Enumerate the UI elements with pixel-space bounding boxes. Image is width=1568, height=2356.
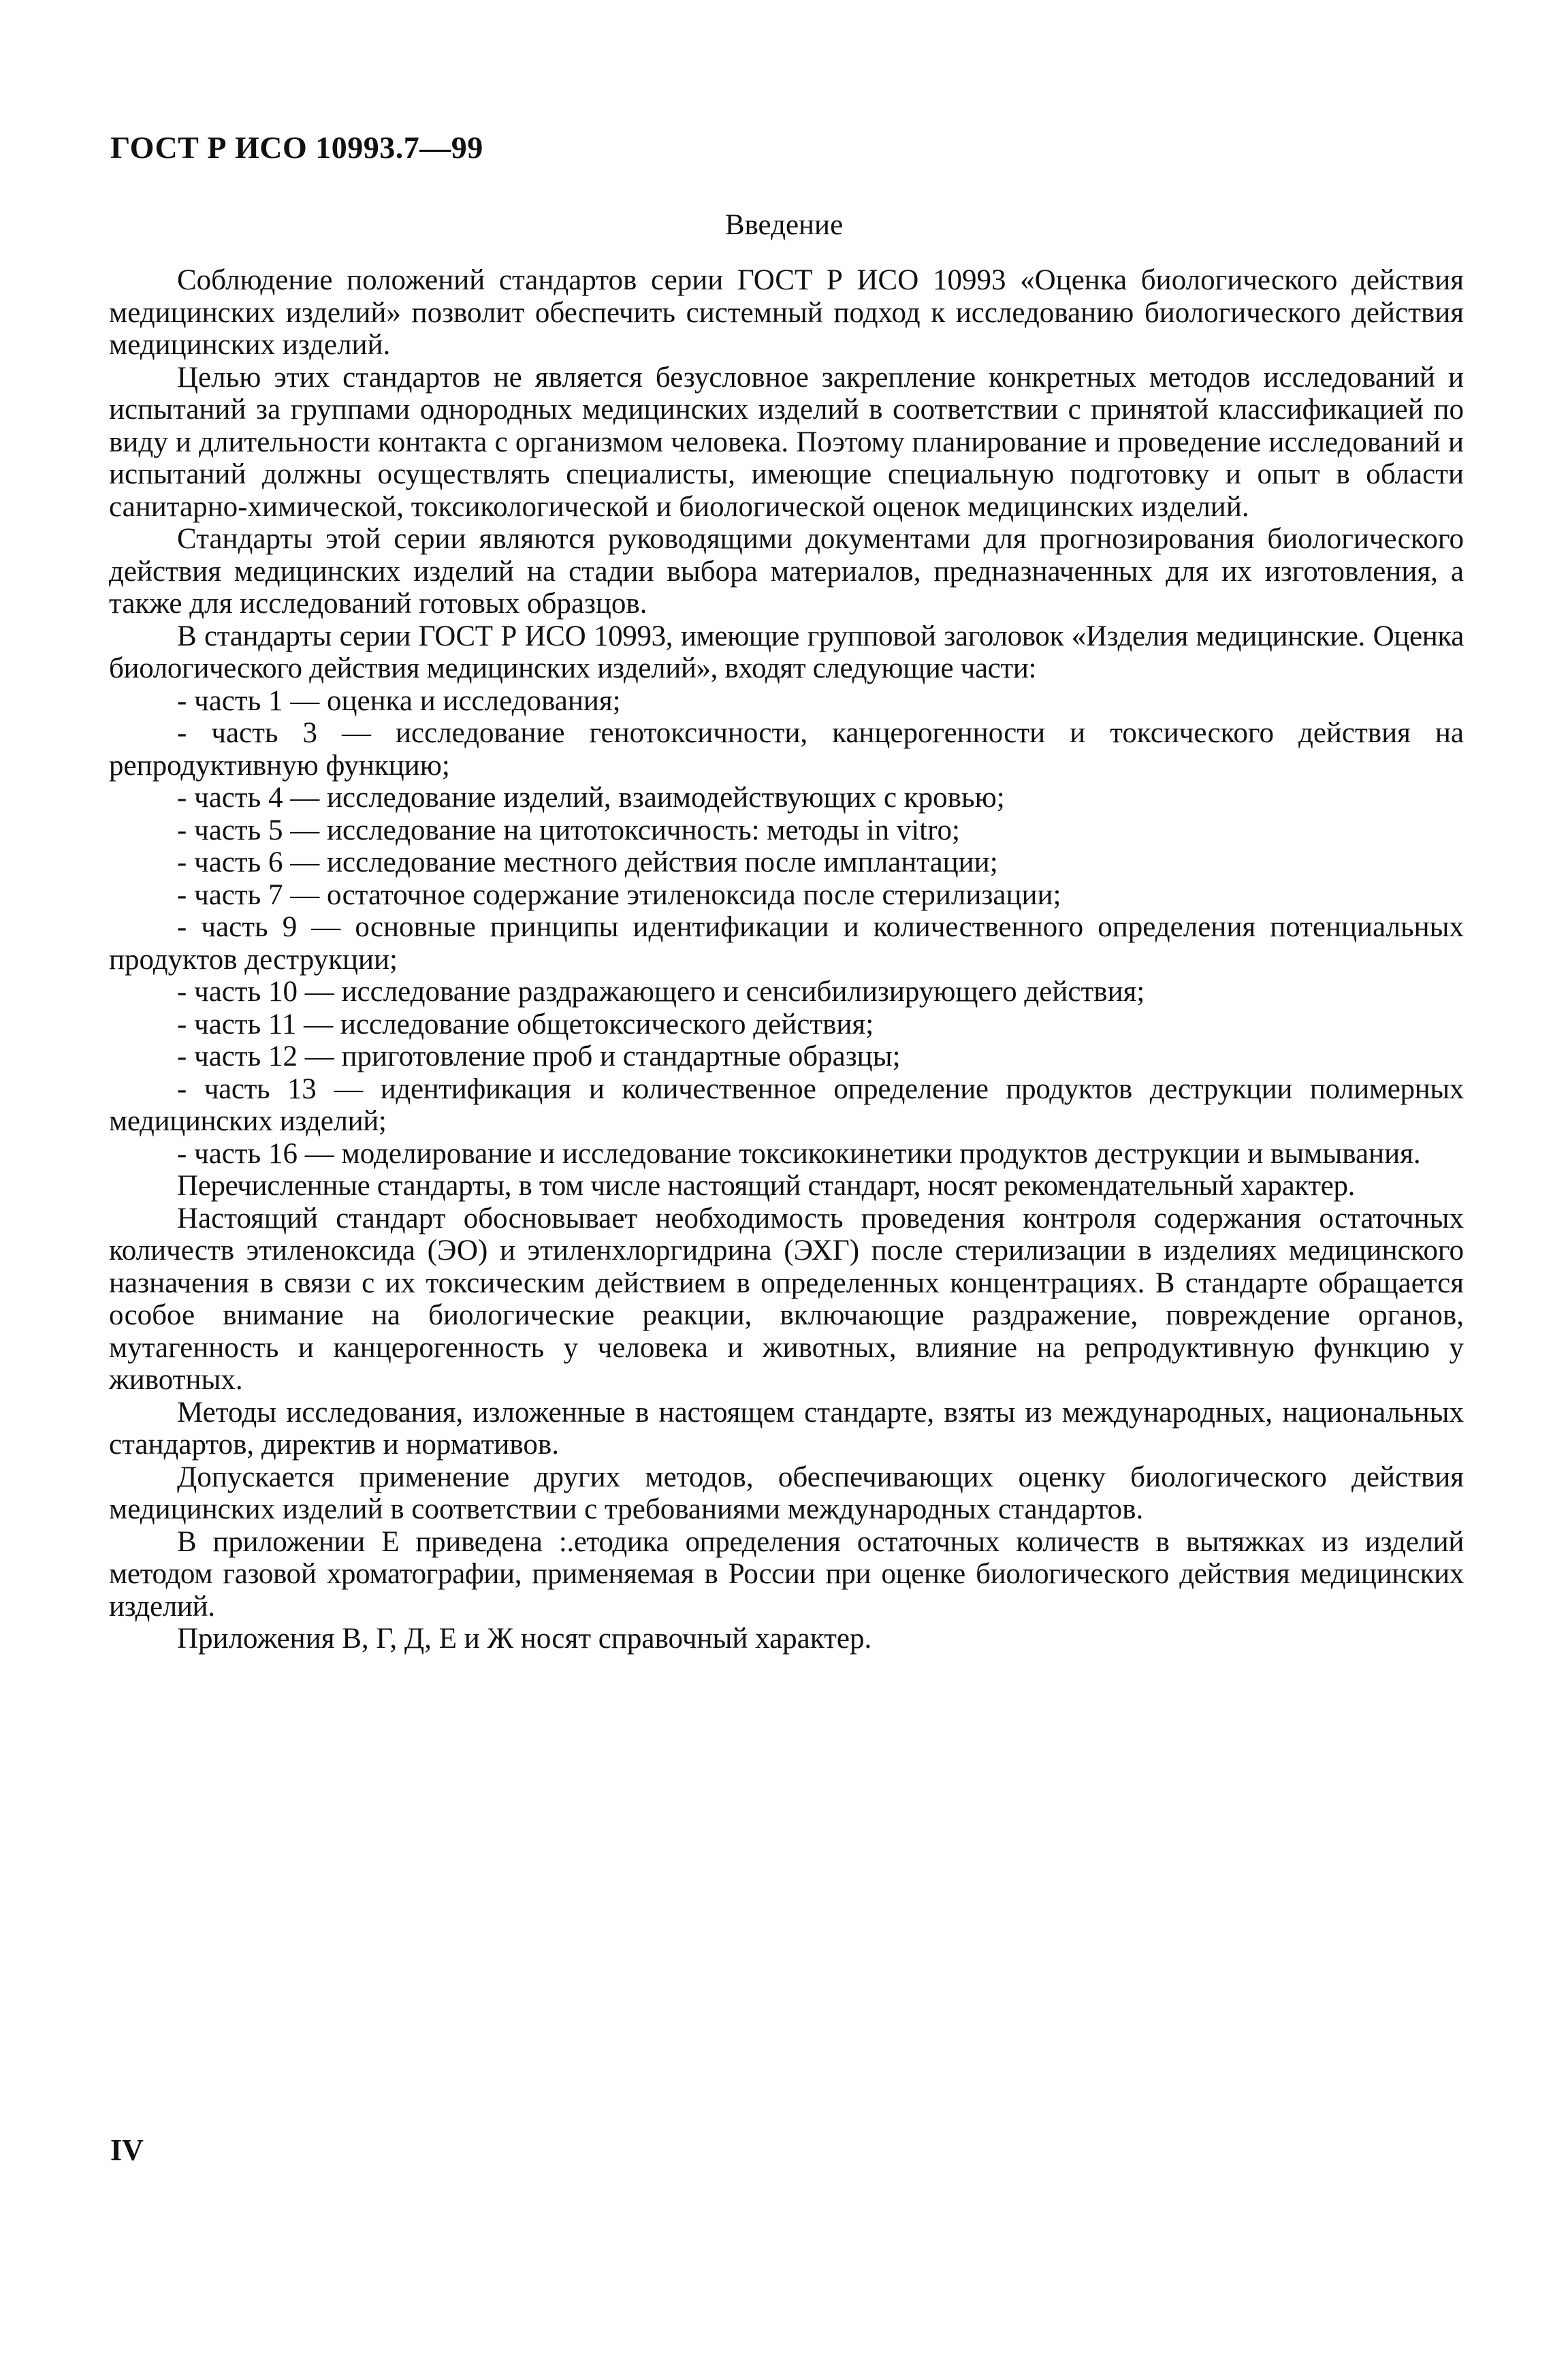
introduction-body bbox=[109, 264, 1464, 1655]
list-item: - часть 10 — исследование раздражающего и сенсибилизирующего действия; bbox=[177, 976, 1145, 1008]
list-item: - часть 11 — исследование общетоксического действия; bbox=[177, 1008, 874, 1040]
paragraph: В приложении Е приведена :.етодика определения остаточных количеств в вытяжках из изделий методом газовой хроматографии, применяемая в России при оценке биологического действия медицинских изделий. bbox=[109, 1525, 1464, 1623]
page-number: IV bbox=[110, 2133, 144, 2167]
paragraph: В стандарты серии ГОСТ Р ИСО 10993, имеющие групповой заголовок «Изделия медицинские. Оценка биологического действия медицинских изделий», входят следующие части: bbox=[109, 620, 1464, 684]
document-code-header: ГОСТ Р ИСО 10993.7—99 bbox=[110, 130, 483, 165]
paragraph: Стандарты этой серии являются руководящими документами для прогнозирования биологического действия медицинских изделий на стадии выбора материалов, предназначенных для их изготовления, а также для исследований готовых образцов. bbox=[109, 523, 1464, 620]
paragraph: Перечисленные стандарты, в том числе настоящий стандарт, носят рекомендательный характер. bbox=[177, 1170, 1356, 1202]
paragraph: Настоящий стандарт обосновывает необходимость проведения контроля содержания остаточных количеств этиленоксида (ЭО) и этиленхлоргидрина (ЭХГ) после стерилизации в изделиях медицинского назначения в связи с их токсическим действием в определенных концентрациях. В стандарте обращается особое внимание на биологические реакции, включающие раздражение, повреждение органов, мутагенность и канцерогенность у человека и животных, влияние на репродуктивную функцию у животных. bbox=[109, 1202, 1464, 1396]
list-item: - часть 5 — исследование на цитотоксичность: методы in vitro; bbox=[177, 814, 960, 846]
list-item: - часть 3 — исследование генотоксичности, канцерогенности и токсического действия на репродуктивную функцию; bbox=[109, 717, 1464, 782]
paragraph: Приложения В, Г, Д, Е и Ж носят справочный характер. bbox=[177, 1623, 872, 1655]
list-item: - часть 6 — исследование местного действия после имплантации; bbox=[177, 846, 998, 878]
paragraph: Допускается применение других методов, обеспечивающих оценку биологического действия медицинских изделий в соответствии с требованиями международных стандартов. bbox=[109, 1461, 1464, 1525]
list-item: - часть 9 — основные принципы идентификации и количественного определения потенциальных продуктов деструкции; bbox=[109, 911, 1464, 976]
list-item: - часть 1 — оценка и исследования; bbox=[177, 684, 621, 717]
paragraph: Методы исследования, изложенные в настоящем стандарте, взяты из международных, национальных стандартов, директив и нормативов. bbox=[109, 1396, 1464, 1461]
list-item: - часть 13 — идентификация и количественное определение продуктов деструкции полимерных медицинских изделий; bbox=[109, 1072, 1464, 1137]
section-title: Введение bbox=[724, 209, 844, 241]
list-item: - часть 16 — моделирование и исследование токсикокинетики продуктов деструкции и вымывания. bbox=[177, 1137, 1421, 1170]
list-item: - часть 7 — остаточное содержание этиленоксида после стерилизации; bbox=[177, 878, 1061, 911]
paragraph: Соблюдение положений стандартов серии ГОСТ Р ИСО 10993 «Оценка биологического действия медицинских изделий» позволит обеспечить системный подход к исследованию биологического действия медицинских изделий. bbox=[109, 264, 1464, 361]
list-item: - часть 12 — приготовление проб и стандартные образцы; bbox=[177, 1040, 901, 1072]
paragraph: Целью этих стандартов не является безусловное закрепление конкретных методов исследований и испытаний за группами однородных медицинских изделий в соответствии с принятой классификацией по виду и длительности контакта с организмом человека. Поэтому планирование и проведение исследований и испытаний должны осуществлять специалисты, имеющие специальную подготовку и опыт в области санитарно-химической, токсикологической и биологической оценок медицинских изделий. bbox=[109, 361, 1464, 523]
list-item: - часть 4 — исследование изделий, взаимодействующих с кровью; bbox=[177, 782, 1005, 814]
